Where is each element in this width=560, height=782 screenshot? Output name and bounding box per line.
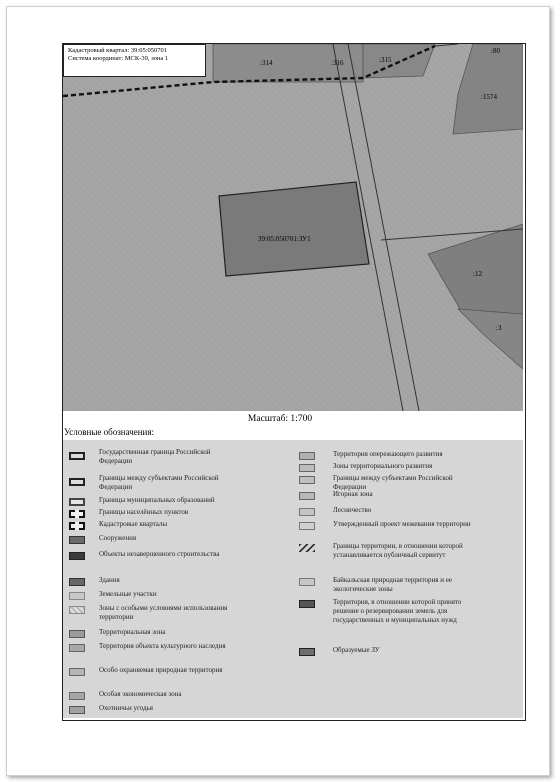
- legend-left-label: Территориальная зона: [99, 628, 166, 636]
- coordinate-system-line: Система координат: МСК-39, зона 1: [68, 55, 169, 62]
- legend-right-label: Байкальская природная территория и ее экологические зоны: [333, 576, 452, 593]
- gambling-zone-swatch: [299, 492, 315, 500]
- legend-right-label: Лесничество: [333, 506, 372, 514]
- legend-left-label: Земельные участки: [99, 590, 157, 598]
- main-parcel-shape: [219, 182, 369, 276]
- cadastral-block-line: Кадастровый квартал: 39:05:050701: [68, 47, 168, 54]
- legend-left-label: Сооружения: [99, 534, 137, 542]
- legend-left-label: Территория объекта культурного наследия: [99, 642, 226, 650]
- municipal-border-swatch: [69, 498, 85, 506]
- main-parcel-label: 39:05:050701:ЗУ1: [258, 235, 311, 243]
- map-scale: Масштаб: 1:700: [247, 414, 313, 424]
- subject-border-swatch: [69, 478, 85, 486]
- legend-left-label: Здания: [99, 576, 120, 584]
- parcel-label-12: :12: [473, 270, 482, 278]
- legend: [63, 440, 523, 718]
- legend-left-label: Кадастровые кварталы: [99, 520, 168, 528]
- economic-zone-swatch: [69, 692, 85, 700]
- legend-right-label: Образуемые ЗУ: [333, 646, 380, 654]
- forestry-swatch: [299, 508, 315, 516]
- legend-right-label: Зоны территориального развития: [333, 462, 433, 470]
- buildings-swatch: [69, 578, 85, 586]
- territorial-development-swatch: [299, 464, 315, 472]
- territorial-zone-swatch: [69, 630, 85, 638]
- legend-left-label: Государственная граница Российской Федерации: [99, 448, 211, 465]
- advanced-development-swatch: [299, 452, 315, 460]
- reserved-lands-swatch: [299, 600, 315, 608]
- cadastral-map: [63, 44, 523, 411]
- servitude-swatch: [299, 544, 315, 552]
- parcel-label-316: :316: [331, 59, 344, 67]
- map-info-box: [63, 44, 206, 77]
- formed-plots-swatch: [299, 648, 315, 656]
- cultural-heritage-swatch: [69, 644, 85, 652]
- legend-right-label: Территория опережающего развития: [333, 450, 443, 458]
- parcel-label-80: :80: [491, 47, 500, 55]
- special-zones-swatch: [69, 606, 85, 614]
- land-plots-swatch: [69, 592, 85, 600]
- legend-left-label: Охотничьи угодья: [99, 704, 153, 712]
- legend-left-label: Границы населённых пунктов: [99, 508, 189, 516]
- parcel-label-315: :315: [379, 56, 392, 64]
- legend-right-label: Утвержденный проект межевания территории: [333, 520, 471, 528]
- survey-project-swatch: [299, 522, 315, 530]
- subject-border-right-swatch: [299, 476, 315, 484]
- unfinished-construction-swatch: [69, 552, 85, 560]
- legend-left-label: Границы муниципальных образований: [99, 496, 215, 504]
- settlement-border-swatch: [69, 510, 85, 518]
- structures-swatch: [69, 536, 85, 544]
- cadastral-block-swatch: [69, 522, 85, 530]
- protected-area-swatch: [69, 668, 85, 676]
- baikal-territory-swatch: [299, 578, 315, 586]
- legend-left-label: Зоны с особыми условиями использования территории: [99, 604, 228, 621]
- hunting-grounds-swatch: [69, 706, 85, 714]
- legend-right-label: Игорная зона: [333, 490, 373, 498]
- legend-right-label: Границы между субъектами Российской Федерации: [333, 474, 453, 491]
- parcel-label-3: :3: [496, 324, 502, 332]
- legend-right-label: Границы территории, в отношении которой устанавливается публичный сервитут: [333, 542, 463, 559]
- state-border-swatch: [69, 452, 85, 460]
- legend-left-label: Особо охраняемая природная территория: [99, 666, 223, 674]
- legend-left-label: Особая экономическая зона: [99, 690, 182, 698]
- parcel-label-1574: :1574: [481, 93, 497, 101]
- legend-title: Условные обозначения:: [64, 427, 155, 437]
- legend-left-label: Объекты незавершенного строительства: [99, 550, 220, 558]
- parcel-label-314: :314: [260, 59, 273, 67]
- legend-left-label: Границы между субъектами Российской Федерации: [99, 474, 219, 491]
- legend-right-label: Территория, в отношении которой принято решение о резервировании земель для государственных и муниципальных нужд: [333, 598, 462, 624]
